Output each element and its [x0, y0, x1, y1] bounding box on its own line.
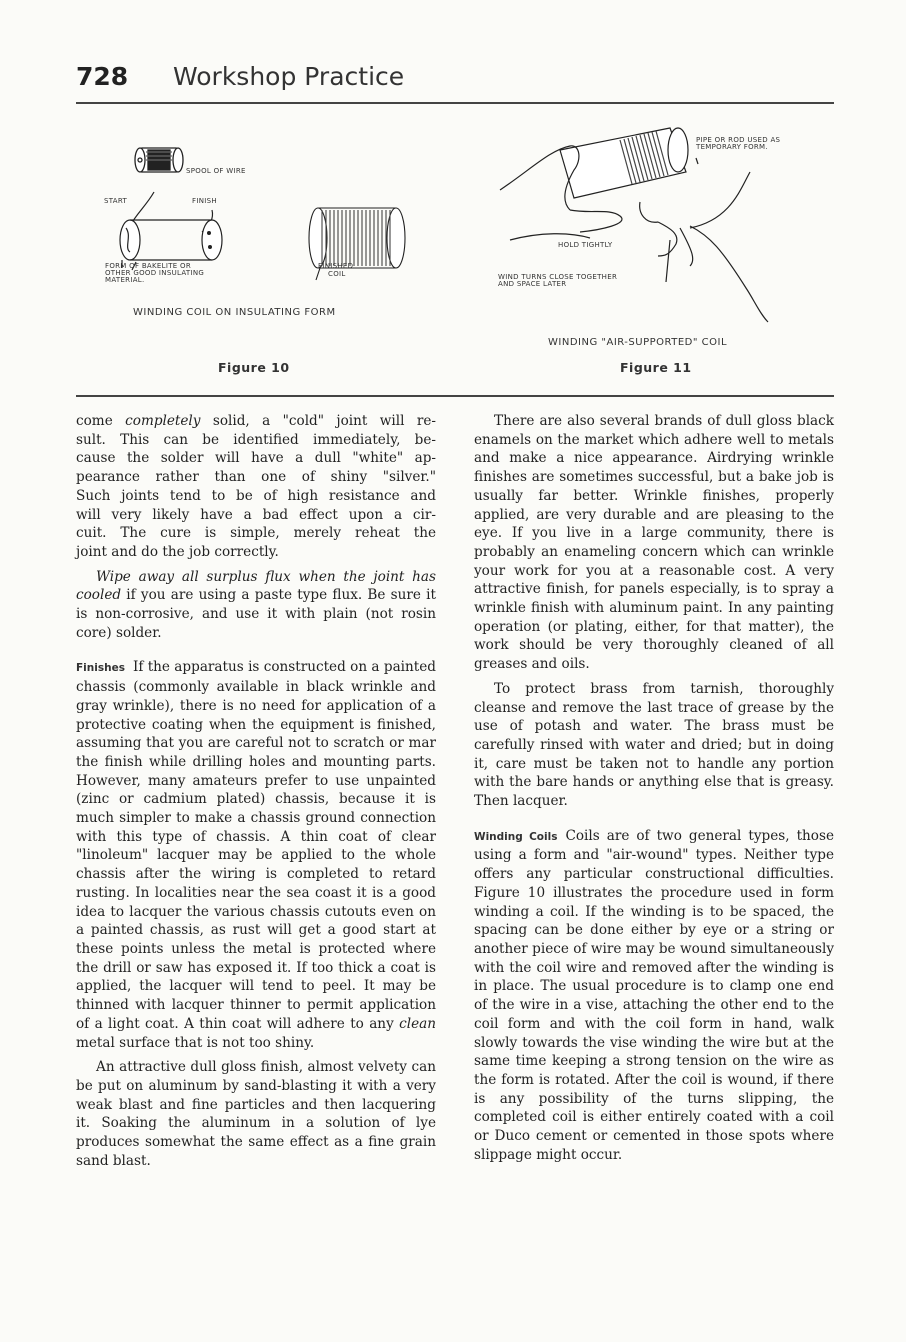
- page-number: 728: [76, 62, 129, 91]
- text-line: come completely solid, a "cold" joint will re-: [76, 413, 436, 429]
- label-finished-1: FINISHED: [318, 262, 354, 270]
- paragraph-text: If the apparatus is constructed on a painted chassis (commonly available in black wrinkle and gray wrinkle), there is no need for application of a protective coating when the equipment is finished, assuming that you are careful not to scratch or mar the finish while drilling holes and mounting parts. However, many amateurs prefer to use unpainted (zinc or cadmium plated) chassis, because it is much simpler to make a chassis ground connection with this type of chassis. A thin coat of clear "linoleum" lacquer may be applied to the whole chassis after the wiring is completed to retard rusting. In localities near the sea coast it is a good idea to lacquer the various chassis cutouts even on a painted chassis, as rust will get a good start at these points unless the metal is protected where the drill or saw has exposed it. If too thick a coat is applied, the lacquer will tend to peel. It may be thinned with lacquer thinner to permit application of a light coat. A thin coat will adhere to any: [76, 659, 436, 1032]
- label-form-1: FORM OF BAKELITE OR: [105, 262, 191, 270]
- text-line: pearance rather than one of shiny "silver.": [76, 469, 436, 486]
- emphasis: clean: [399, 1015, 436, 1032]
- paragraph-text: metal surface that is not too shiny.: [76, 1034, 315, 1051]
- emphasis: completely: [125, 413, 201, 429]
- section-heading-winding-coils: Winding Coils: [474, 830, 558, 843]
- label-spool: SPOOL OF WIRE: [186, 167, 246, 175]
- label-wind-1: WIND TURNS CLOSE TOGETHER: [498, 273, 618, 281]
- label-finish: FINISH: [192, 197, 217, 205]
- label-pipe-2: TEMPORARY FORM.: [696, 143, 768, 151]
- header-rule: [76, 102, 834, 104]
- paragraph-finishes: [76, 658, 436, 1052]
- label-wind-2: AND SPACE LATER: [498, 280, 567, 288]
- paragraph-brass: To protect brass from tarnish, thoroughly cleanse and remove the last trace of grease by the use of potash and water. The brass must be carefully rinsed with water and dried; but in doing it, care must be taken not to handle any portion with the bare hands or anything else that is greasy. Then lacquer.: [474, 680, 834, 810]
- text-line: cuit. The cure is simple, merely reheat the: [76, 525, 436, 542]
- paragraph-text: if you are using a paste type flux. Be sure it is non-corrosive, and use it with plain (not rosin core) solder.: [76, 587, 436, 641]
- emphasis: Wipe away all surplus flux when the joint has cooled: [76, 568, 436, 604]
- text-line: cause the solder will have a dull "white" ap-: [76, 450, 436, 467]
- label-hold: HOLD TIGHTLY: [558, 241, 613, 249]
- paragraph-enamels: There are also several brands of dull gloss black enamels on the market which adhere well to metals and make a nice appearance. Airdrying wrinkle finishes are sometimes successful, but a bake job is usually far better. Wrinkle finishes, properly applied, are very durable and are pleasing to the eye. If you live in a large community, there is probably an enameling concern which can wrinkle your work for you at a reasonable cost. A very attractive finish, for panels especially, is to spray a wrinkle finish with aluminum paint. In any painting operation (or plating, either, for that matter), the work should be very thoroughly cleaned of all greases and oils.: [474, 413, 834, 673]
- text-line: sult. This can be identified immediately, be-: [76, 431, 436, 448]
- page-header: [76, 62, 834, 106]
- page-title: Workshop Practice: [173, 62, 405, 91]
- figure-11: [470, 110, 834, 390]
- right-column: [474, 412, 834, 1170]
- paragraph-winding-coils: [474, 827, 834, 1165]
- label-pipe-1: PIPE OR ROD USED AS: [696, 136, 781, 144]
- figure-10-label: Figure 10: [218, 360, 290, 375]
- paragraph-cold-joint: [76, 412, 436, 562]
- figure-10: [76, 110, 456, 390]
- section-heading-finishes: Finishes: [76, 662, 125, 675]
- figure-10-caption: WINDING COIL ON INSULATING FORM: [133, 307, 336, 318]
- text-line: joint and do the job correctly.: [76, 543, 279, 560]
- label-finished-2: COIL: [328, 270, 346, 278]
- paragraph-wipe-flux: [76, 568, 436, 643]
- text-line: Such joints tend to be of high resistance and: [76, 487, 436, 504]
- label-form-2: OTHER GOOD INSULATING: [105, 269, 205, 277]
- figure-11-caption: WINDING "AIR-SUPPORTED" COIL: [548, 337, 728, 348]
- label-form-3: MATERIAL.: [105, 276, 145, 284]
- paragraph-text: Coils are of two general types, those using a form and "air-wound" types. Neither type offers any particular constructional difficulties. Figure 10 illustrates the procedure used in form winding a coil. If the winding is to be spaced, the spacing can be done either by eye or a string or another piece of wire may be wound simultaneously with the coil wire and removed after the winding is in place. The usual procedure is to clamp one end of the wire in a vise, attaching the other end to the coil form and with the coil form in hand, walk slowly towards the vise winding the wire but at the same time keeping a strong tension on the wire as the form is rotated. After the coil is wound, if there is any possibility of the turns slipping, the completed coil is either entirely coated with a coil or Duco cement or cemented in those spots where slippage might occur.: [474, 827, 834, 1163]
- label-start: START: [104, 197, 128, 205]
- figure-rule: [76, 395, 834, 397]
- left-column: [76, 412, 436, 1176]
- paragraph-dull-gloss: An attractive dull gloss finish, almost velvety can be put on aluminum by sand-blasting it with a very weak blast and fine particles and then lacquering it. Soaking the aluminum in a solution of lye produces somewhat the same effect as a fine grain sand blast.: [76, 1059, 436, 1169]
- air-coil-illustration: [470, 110, 834, 340]
- figure-11-label: Figure 11: [620, 360, 692, 375]
- text-line: will very likely have a bad effect upon a cir-: [76, 506, 436, 523]
